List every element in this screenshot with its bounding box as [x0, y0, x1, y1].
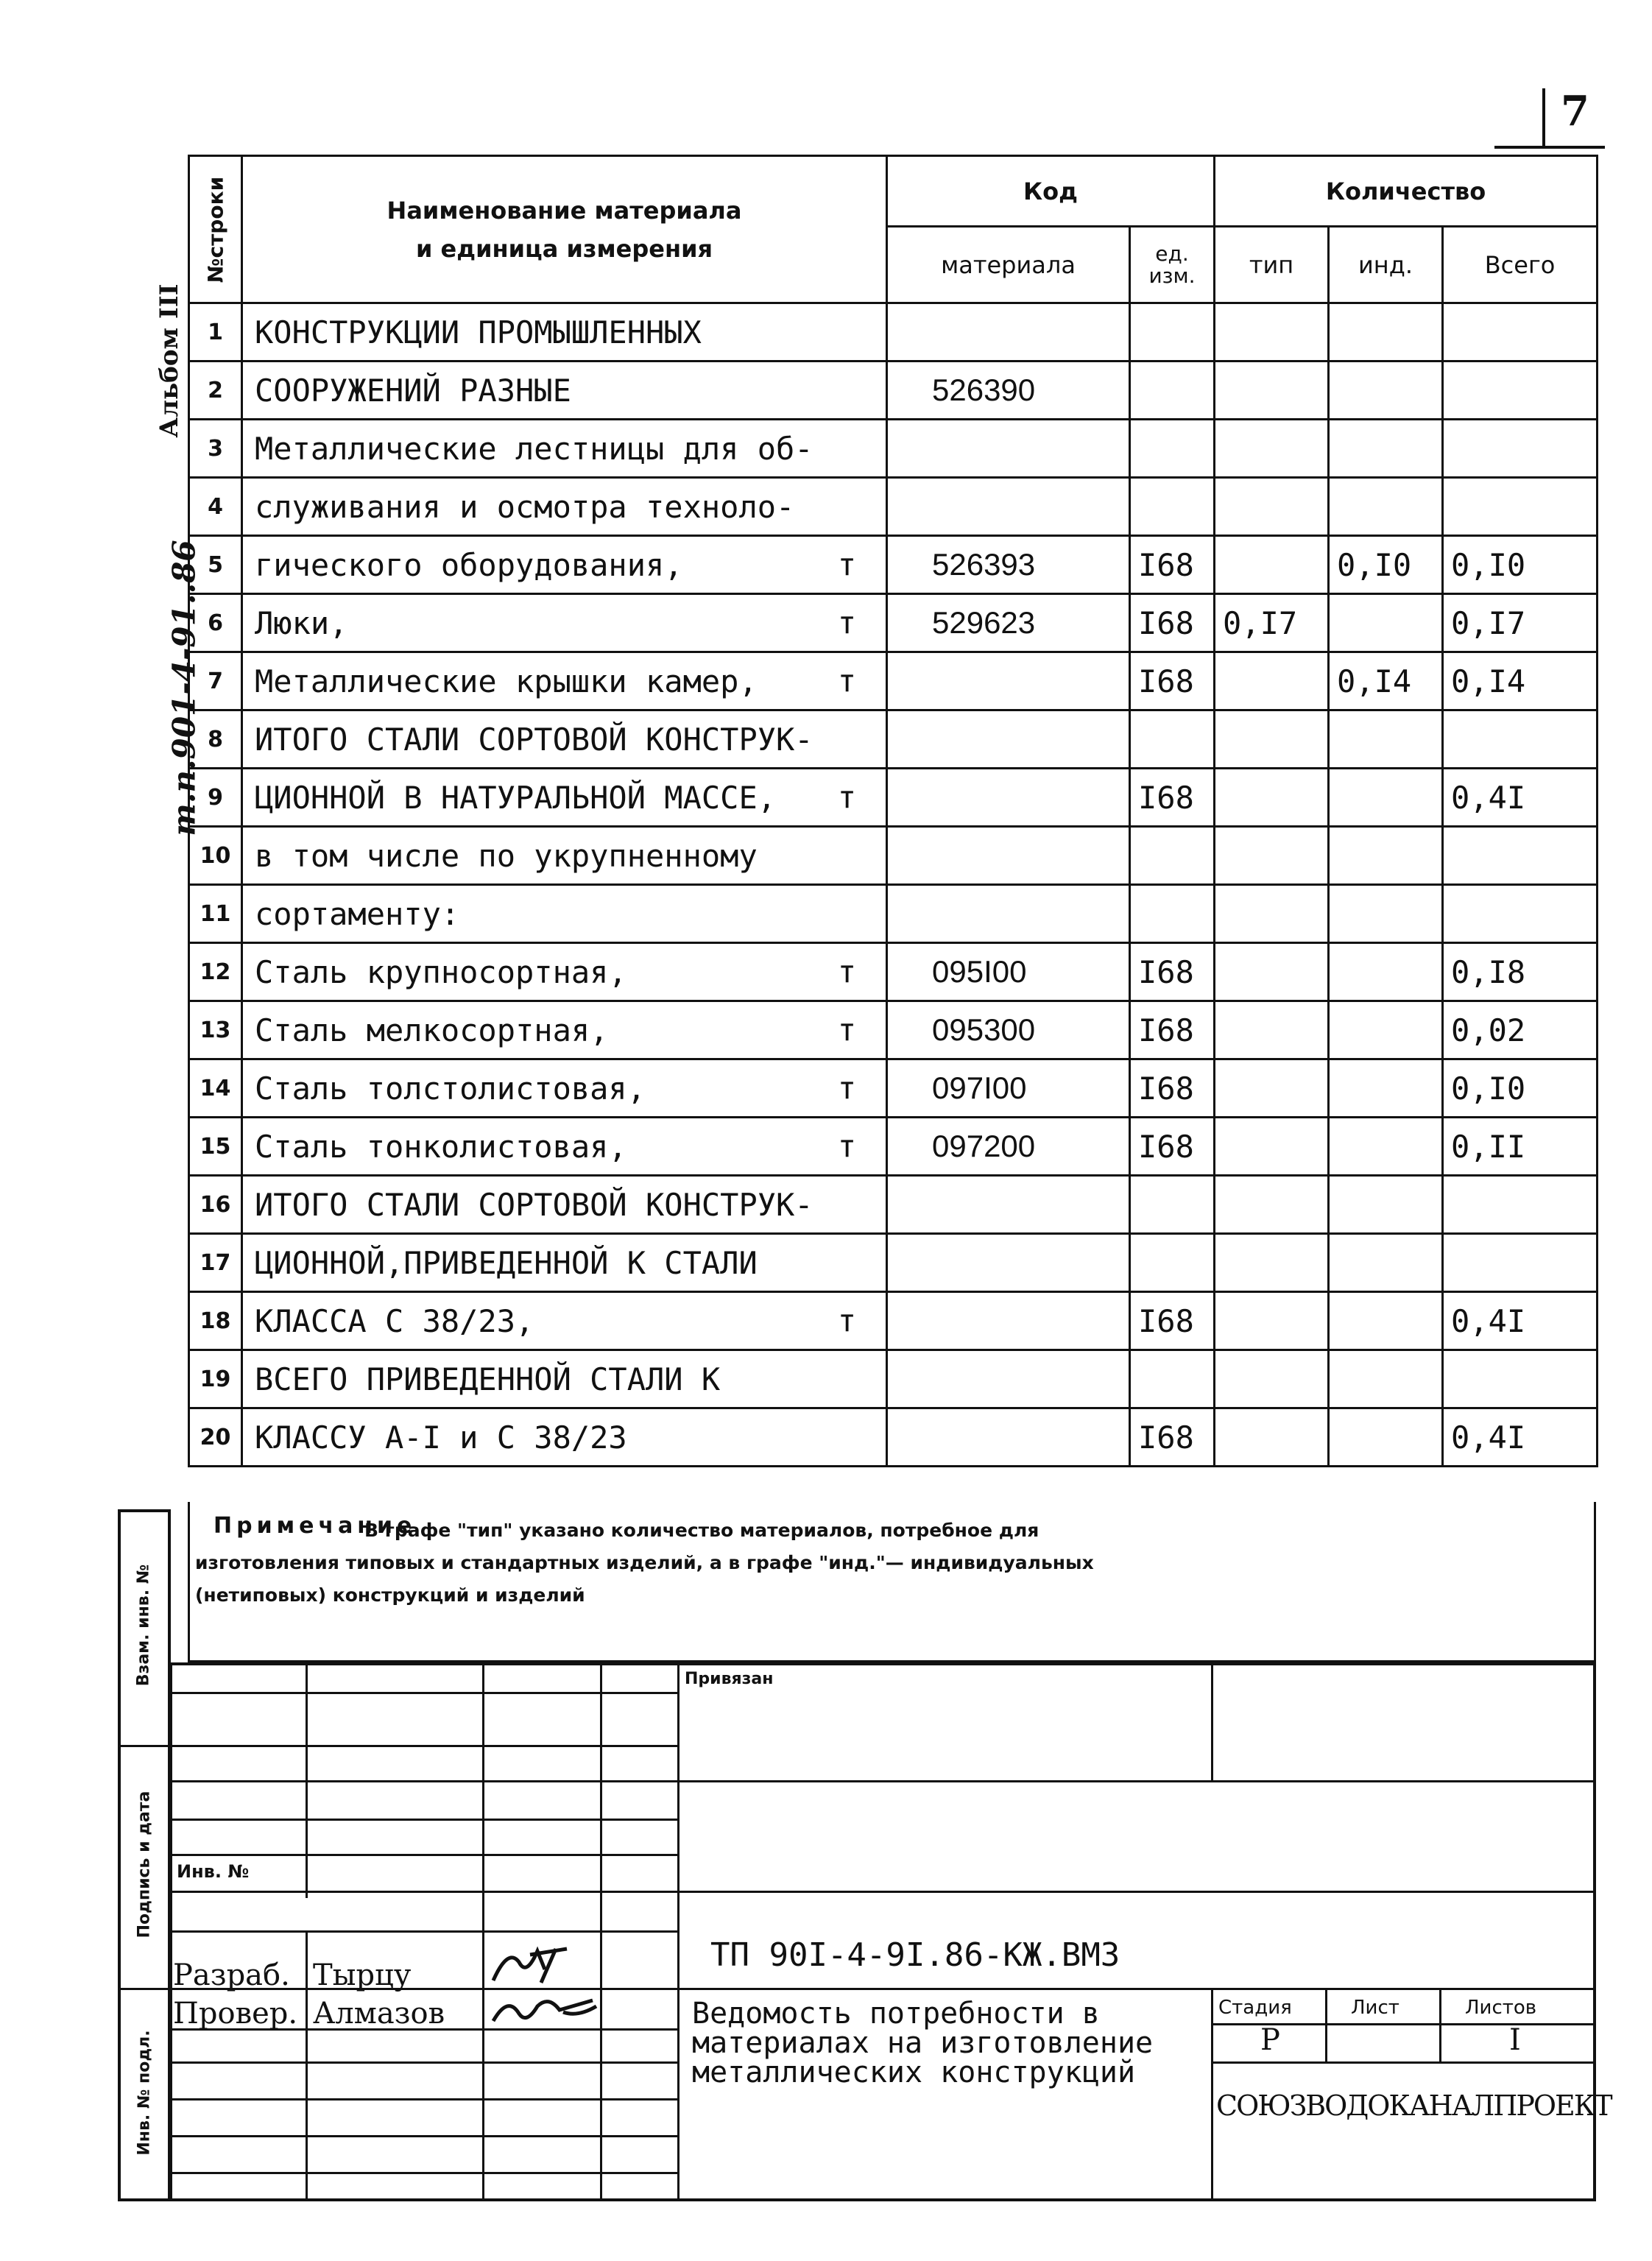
- material-name: ЦИОННОЙ,ПРИВЕДЕННОЙ К СТАЛИ: [242, 1234, 887, 1292]
- row-number: 5: [189, 536, 242, 594]
- side-label-replace-inv: Взам. инв. №: [134, 1564, 153, 1687]
- row-number: 20: [189, 1408, 242, 1467]
- header-row-number: №строки: [189, 156, 242, 303]
- material-name: СООРУЖЕНИЙ РАЗНЫЕ: [242, 361, 887, 420]
- table-row: [189, 827, 1598, 885]
- role-checker: Провер.: [173, 1997, 298, 2031]
- qty-type: [1215, 885, 1329, 943]
- unit-code: I68: [1130, 1118, 1215, 1176]
- table-row: [189, 1059, 1598, 1118]
- qty-type: [1215, 1118, 1329, 1176]
- qty-ind: [1329, 303, 1443, 361]
- note-text: В графе "тип" указано количество материалов, потребное для изготовления типовых и стандартных изделий, а в графе "инд."— индивидуальных (нетиповых) конструкций и изделий: [195, 1520, 1094, 1606]
- row-number: 18: [189, 1292, 242, 1350]
- unit-code: [1130, 361, 1215, 420]
- row-number: 2: [189, 361, 242, 420]
- qty-ind: [1329, 885, 1443, 943]
- qty-total: 0,I4: [1443, 652, 1598, 710]
- materials-table: [188, 155, 1598, 1467]
- stage-value: Р: [1260, 2023, 1280, 2057]
- material-name: Металлические лестницы для об-: [242, 420, 887, 478]
- material-code: 097I00: [887, 1059, 1130, 1118]
- qty-ind: [1329, 594, 1443, 652]
- qty-ind: [1329, 478, 1443, 536]
- table-row: [189, 710, 1598, 769]
- material-code: [887, 420, 1130, 478]
- qty-ind: [1329, 1001, 1443, 1059]
- project-code-vertical: т.п.901-4-91..86: [166, 540, 202, 836]
- qty-type: [1215, 710, 1329, 769]
- row-number: 13: [189, 1001, 242, 1059]
- unit-code: [1130, 478, 1215, 536]
- sheet-title-3: металлических конструкций: [692, 2056, 1136, 2089]
- row-number: 10: [189, 827, 242, 885]
- row-number: 11: [189, 885, 242, 943]
- unit-of-measure: т: [837, 1128, 856, 1165]
- qty-ind: [1329, 1408, 1443, 1467]
- table-row: [189, 1350, 1598, 1408]
- table-row: [189, 943, 1598, 1001]
- material-code: 526393: [887, 536, 1130, 594]
- table-row: [189, 361, 1598, 420]
- qty-total: 0,I0: [1443, 536, 1598, 594]
- material-code: 529623: [887, 594, 1130, 652]
- material-name: КЛАССА С 38/23, т: [242, 1292, 887, 1350]
- unit-code: [1130, 1350, 1215, 1408]
- qty-total: [1443, 478, 1598, 536]
- qty-ind: [1329, 1118, 1443, 1176]
- row-number: 1: [189, 303, 242, 361]
- material-code: [887, 885, 1130, 943]
- material-name: в том числе по укрупненному: [242, 827, 887, 885]
- privyazan-label: Привязан: [685, 1670, 774, 1688]
- qty-type: [1215, 943, 1329, 1001]
- material-code: 095300: [887, 1001, 1130, 1059]
- qty-type: 0,I7: [1215, 594, 1329, 652]
- qty-type: [1215, 536, 1329, 594]
- qty-total: [1443, 1176, 1598, 1234]
- material-code: [887, 1350, 1130, 1408]
- qty-type: [1215, 420, 1329, 478]
- sheet-title-1: Ведомость потребности в: [692, 1997, 1100, 2031]
- material-name: служивания и осмотра техноло-: [242, 478, 887, 536]
- qty-total: [1443, 303, 1598, 361]
- row-number: 4: [189, 478, 242, 536]
- table-row: [189, 1408, 1598, 1467]
- unit-code: I68: [1130, 1408, 1215, 1467]
- row-number: 9: [189, 769, 242, 827]
- qty-type: [1215, 652, 1329, 710]
- checker-signature: [490, 1992, 600, 2028]
- checker-name: Алмазов: [313, 1997, 445, 2031]
- page-number-underline: [1494, 146, 1605, 149]
- unit-code: I68: [1130, 652, 1215, 710]
- unit-of-measure: т: [837, 604, 856, 641]
- qty-total: [1443, 1350, 1598, 1408]
- qty-type: [1215, 1234, 1329, 1292]
- material-name: Металлические крышки камер, т: [242, 652, 887, 710]
- qty-ind: [1329, 769, 1443, 827]
- document-code: ТП 90I-4-9I.86-КЖ.ВМ3: [710, 1936, 1120, 1974]
- sheet-title-2: материалах на изготовление: [692, 2026, 1154, 2060]
- qty-total: 0,I8: [1443, 943, 1598, 1001]
- sheets-value: I: [1509, 2023, 1521, 2057]
- header-qty-total: Всего: [1443, 227, 1598, 303]
- page-number: 7: [1561, 87, 1589, 135]
- material-name: Сталь толстолистовая, т: [242, 1059, 887, 1118]
- material-code: [887, 303, 1130, 361]
- material-code: 097200: [887, 1118, 1130, 1176]
- row-number: 12: [189, 943, 242, 1001]
- qty-ind: [1329, 1350, 1443, 1408]
- stage-label: Стадия: [1218, 1997, 1292, 2019]
- material-name: Сталь мелкосортная, т: [242, 1001, 887, 1059]
- sheets-label: Листов: [1465, 1997, 1537, 2019]
- unit-code: I68: [1130, 536, 1215, 594]
- qty-ind: [1329, 361, 1443, 420]
- table-row: [189, 885, 1598, 943]
- unit-code: I68: [1130, 1001, 1215, 1059]
- qty-ind: [1329, 827, 1443, 885]
- unit-of-measure: т: [837, 779, 856, 816]
- material-name: ИТОГО СТАЛИ СОРТОВОЙ КОНСТРУК-: [242, 710, 887, 769]
- material-name: Сталь тонколистовая, т: [242, 1118, 887, 1176]
- table-row: [189, 1176, 1598, 1234]
- table-row: [189, 1001, 1598, 1059]
- sheet-label: Лист: [1351, 1997, 1399, 2019]
- material-code: 526390: [887, 361, 1130, 420]
- unit-code: [1130, 710, 1215, 769]
- qty-total: 0,4I: [1443, 1408, 1598, 1467]
- material-name: Люки, т: [242, 594, 887, 652]
- qty-total: [1443, 1234, 1598, 1292]
- header-qty-type: тип: [1215, 227, 1329, 303]
- qty-type: [1215, 1350, 1329, 1408]
- qty-total: [1443, 827, 1598, 885]
- qty-total: 0,02: [1443, 1001, 1598, 1059]
- table-row: [189, 536, 1598, 594]
- material-code: [887, 478, 1130, 536]
- qty-total: [1443, 420, 1598, 478]
- row-number: 3: [189, 420, 242, 478]
- qty-type: [1215, 769, 1329, 827]
- material-name: сортаменту:: [242, 885, 887, 943]
- table-row: [189, 594, 1598, 652]
- unit-code: [1130, 1234, 1215, 1292]
- qty-type: [1215, 361, 1329, 420]
- table-row: [189, 652, 1598, 710]
- table-row: [189, 478, 1598, 536]
- unit-of-measure: т: [837, 953, 856, 990]
- unit-code: I68: [1130, 769, 1215, 827]
- unit-code: I68: [1130, 1292, 1215, 1350]
- material-code: 095I00: [887, 943, 1130, 1001]
- row-number: 6: [189, 594, 242, 652]
- qty-ind: 0,I4: [1329, 652, 1443, 710]
- table-row: [189, 1292, 1598, 1350]
- qty-type: [1215, 478, 1329, 536]
- qty-ind: [1329, 1292, 1443, 1350]
- material-name: гического оборудования, т: [242, 536, 887, 594]
- header-code: Код: [887, 156, 1215, 227]
- row-number: 19: [189, 1350, 242, 1408]
- material-name: ЦИОННОЙ В НАТУРАЛЬНОЙ МАССЕ, т: [242, 769, 887, 827]
- qty-total: 0,I0: [1443, 1059, 1598, 1118]
- unit-code: I68: [1130, 1059, 1215, 1118]
- developer-name: Тырцу: [313, 1958, 412, 1992]
- unit-code: I68: [1130, 594, 1215, 652]
- material-name: КЛАССУ А-I и С 38/23: [242, 1408, 887, 1467]
- unit-of-measure: т: [837, 1302, 856, 1339]
- qty-type: [1215, 1292, 1329, 1350]
- album-label: Альбом III: [155, 283, 184, 438]
- row-number: 17: [189, 1234, 242, 1292]
- material-name: ИТОГО СТАЛИ СОРТОВОЙ КОНСТРУК-: [242, 1176, 887, 1234]
- unit-code: [1130, 1176, 1215, 1234]
- qty-total: [1443, 361, 1598, 420]
- material-name: ВСЕГО ПРИВЕДЕННОЙ СТАЛИ К: [242, 1350, 887, 1408]
- inv-no-label: Инв. №: [177, 1861, 250, 1882]
- qty-total: 0,4I: [1443, 1292, 1598, 1350]
- table-row: [189, 420, 1598, 478]
- qty-type: [1215, 303, 1329, 361]
- unit-of-measure: т: [837, 546, 856, 583]
- table-row: [189, 303, 1598, 361]
- qty-total: 0,II: [1443, 1118, 1598, 1176]
- material-code: [887, 1292, 1130, 1350]
- qty-total: [1443, 885, 1598, 943]
- qty-type: [1215, 1059, 1329, 1118]
- material-code: [887, 769, 1130, 827]
- row-number: 8: [189, 710, 242, 769]
- unit-code: [1130, 303, 1215, 361]
- unit-code: [1130, 885, 1215, 943]
- unit-of-measure: т: [837, 1012, 856, 1048]
- table-row: [189, 1118, 1598, 1176]
- material-code: [887, 1408, 1130, 1467]
- unit-code: [1130, 827, 1215, 885]
- material-code: [887, 827, 1130, 885]
- material-code: [887, 1176, 1130, 1234]
- side-label-signature-date: Подпись и дата: [135, 1791, 154, 1939]
- qty-ind: [1329, 1059, 1443, 1118]
- organization-name: СОЮЗВОДОКАНАЛПРОЕКТ: [1216, 2089, 1612, 2122]
- note-heading: Примечание: [213, 1513, 417, 1539]
- page-number-divider: [1542, 88, 1545, 149]
- row-number: 16: [189, 1176, 242, 1234]
- unit-of-measure: т: [837, 663, 856, 699]
- qty-ind: 0,I0: [1329, 536, 1443, 594]
- qty-total: [1443, 710, 1598, 769]
- qty-ind: [1329, 1176, 1443, 1234]
- side-label-inv-original: Инв. № подл.: [135, 2030, 154, 2156]
- material-code: [887, 710, 1130, 769]
- qty-total: 0,4I: [1443, 769, 1598, 827]
- header-qty-ind: инд.: [1329, 227, 1443, 303]
- row-number: 7: [189, 652, 242, 710]
- header-code-unit: ед. изм.: [1130, 227, 1215, 303]
- qty-ind: [1329, 710, 1443, 769]
- header-quantity: Количество: [1215, 156, 1598, 227]
- role-developer: Разраб.: [173, 1958, 290, 1992]
- header-name: Наименование материала и единица измерения: [242, 156, 887, 303]
- unit-of-measure: т: [837, 1070, 856, 1107]
- qty-ind: [1329, 943, 1443, 1001]
- material-code: [887, 652, 1130, 710]
- qty-ind: [1329, 1234, 1443, 1292]
- material-name: КОНСТРУКЦИИ ПРОМЫШЛЕННЫХ: [242, 303, 887, 361]
- developer-signature: [486, 1940, 596, 1988]
- header-code-material: материала: [887, 227, 1130, 303]
- unit-code: I68: [1130, 943, 1215, 1001]
- qty-type: [1215, 1176, 1329, 1234]
- table-row: [189, 1234, 1598, 1292]
- material-code: [887, 1234, 1130, 1292]
- row-number: 14: [189, 1059, 242, 1118]
- unit-code: [1130, 420, 1215, 478]
- qty-total: 0,I7: [1443, 594, 1598, 652]
- table-row: [189, 769, 1598, 827]
- qty-ind: [1329, 420, 1443, 478]
- material-name: Сталь крупносортная, т: [242, 943, 887, 1001]
- qty-type: [1215, 1001, 1329, 1059]
- qty-type: [1215, 827, 1329, 885]
- qty-type: [1215, 1408, 1329, 1467]
- row-number: 15: [189, 1118, 242, 1176]
